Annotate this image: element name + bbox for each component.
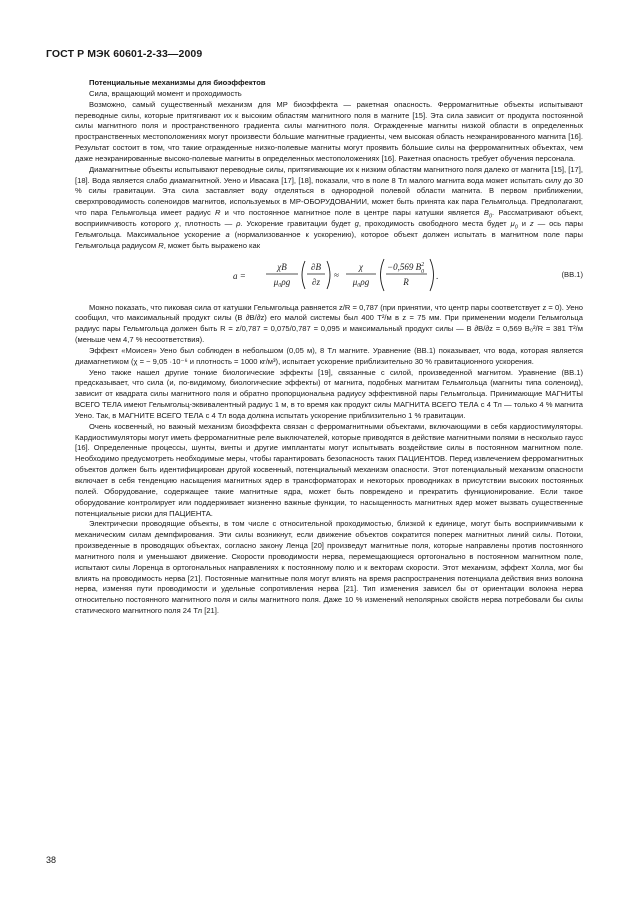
document-header: ГОСТ Р МЭК 60601-2-33—2009	[46, 48, 203, 60]
p2-text-3: . Рассматривают объект, восприимчивость которого	[75, 208, 583, 228]
symbol-R: R	[214, 208, 221, 218]
eq-paren-right-1	[327, 261, 330, 289]
paragraph-1: Возможно, самый существенный механизм для МР биоэффекта — ракетная опасность. Ферромагнитные объекты испытывают переводные силы, которые притягивают их к высоким областям магнитного поля в магните [15]. Эта сила зависит от продукта постоянной силы магнитного поля и пространственного градиента силы магнитного поля. Огражденные магниты низкой области в определенных пространственных местоположениях могут произвести бо́льшие магнитные градиенты, чем высокая область неэкранированного магнита [16]. Результат состоит в том, что такие огражденные низко-полевые магниты могут проявить бо́льшие силы на ферромагнитных объектах, чем даже неэкранированные высоко-полевые магниты в определенных местоположениях [16]. Ракетная опасность требует обучения персонала.	[75, 99, 583, 163]
eq-paren-left-1	[302, 261, 305, 289]
p2-text-7: — ось пары Гельмгольца. Максимальное ускорение	[75, 218, 583, 239]
p2-text-6: , проходимость свободного места будет	[358, 218, 507, 228]
p2-text-1: Диамагнитные объекты испытывают переводные силы, притягивающие их к низким областям магнитного поля далеко от магнита [15], [17], [18]. Вода является слабо диамагнитной. Уено и Ивасака [17], [18], показали, что в поле 8 Тл малого магнита вода может испытать силу до 30 % силы гравитации. Эта сила заставляет воду отделяться в однородной полевой области магнита. В первом приближении, сверхпроводимость соленоидов магнитов, используемых в МР-ОБОРУДОВАНИИ, может быть принята как пара Гельмгольца. Предполагают, что пара Гельмгольца имеет радиус	[75, 164, 583, 218]
symbol-a: a	[225, 229, 230, 239]
p2-text-4: , плотность —	[178, 218, 233, 228]
eq-approx: ≈	[334, 269, 339, 280]
p2-text-2: и что постоянное магнитное поле в центре пары катушки является	[224, 208, 480, 218]
page-number: 38	[46, 855, 57, 865]
paragraph-2	[75, 165, 583, 252]
equation-number: (ВВ.1)	[561, 269, 583, 279]
eq-frac3-den: μ₀ρg	[352, 276, 370, 287]
p2-text-5: . Ускорение гравитации будет	[240, 218, 351, 228]
eq-frac1-num: χB	[277, 261, 287, 272]
symbol-rho: ρ	[236, 218, 241, 228]
symbol-mu0: $\mu_0$	[510, 218, 518, 231]
p2-and: и	[521, 218, 526, 228]
eq-paren-left-2	[381, 259, 385, 291]
eq-frac1-den: μ₀ρg	[273, 276, 291, 287]
paragraph-7: Электрически проводящие объекты, в том числе с относительной проходимостью, близкой к единице, могут быть восприимчивыми к механическим силам демпфирования. Эти силы возникнут, если движение объектов сократится поперек магнитных линий силы. Потоки, произведенные в проводящих объектах, согласно закону Ленца [20] произведут магнитные поля, которые направлены против постоянного магнитного поля и уменьшают движение. Скорости проводимости нерва, перемещающиеся ортогонально в постоянном магнитном поле, испытают силы Лоренца в ортогональных направлениях к постоянному полю и к векторам скорости. Этот механизм, эффект Холла, мог бы влиять на проводимость нерва [21]. Постоянные магнитные поля могут влиять на время распространения потенциала действия вниз волокна нерва, изменяя пути проводимости и удельные сопротивления нерва [21]. Тип изменения зависел бы от ориентации волокна нерва относительно постоянного магнитного поля и силы магнитного поля. Даже 10 % изменений неполярных свойств нерва потребовали бы силы статического магнитного поля 24 Тл [21].	[75, 519, 583, 616]
paragraph-5: Уено также нашел другие тонкие биологические эффекты [19], связанные с силой, произведенной магнитом. Уравнение (ВВ.1) предсказывает, что сила (и, по-видимому, биологические эффекты) от магнита, подобных магнитам Гельмгольца (магниты типа соленоид), зависит от квадрата силы магнитного поля и обратно пропорциональна радиусу эффективной пары Гельмгольца. Принимающие МАГНИТЫ ВСЕГО ТЕЛА имеют Гельмгольц-эквивалентный радиус 1 м, в то время как продукт силы МАГНИТА ВСЕГО ТЕЛА с 4 Тл — только 4 % магнита Уено. Так, в МАГНИТЕ ВСЕГО ТЕЛА с 4 Тл вода должна испытать ускорение приблизительно 1 % гравитации.	[75, 367, 583, 420]
symbol-g: g	[354, 218, 359, 228]
symbol-z: z	[529, 218, 534, 228]
eq-frac4-num: −0,569 $B^2$ 0	[387, 261, 425, 275]
eq-frac2-num: ∂B	[311, 261, 321, 272]
paragraph-3: Можно показать, что пиковая сила от катушки Гельмгольца равняется z/R = 0,787 (при принятии, что центр пары соответствует z = 0). Уено сообщил, что максимальный продукт силы (B ∂B/∂z) его малой системы был 400 T²/м в z = 75 мм. При применении модели Гельмгольца радиус пары Гельмгольца должен быть R = z/0,787 = 0,075/0,787 = 0,095 и максимальный продукт силы — B ∂B/∂z = 0,569 B₀²/R = 381 T²/м (меньше чем 4,7 % несоответствия).	[75, 302, 583, 345]
eq-frac4-den: R	[403, 276, 409, 287]
eq-lhs: a =	[233, 270, 246, 281]
formula-block	[75, 256, 583, 296]
p2-text-8: (нормализованное к ускорению), которое объект должен испытать в магнитном поле пары Гельмгольца радиусом	[75, 229, 583, 250]
paragraph-6: Очень косвенный, но важный механизм биоэффекта связан с ферромагнитными объектами, включающими в себя кардиостимуляторы. Кардиостимуляторы могут иметь ферромагнитные реле выключателей, которые приводятся в действие магнитными полями в несколько гаусс [16]. Определенные процессы, шунты, винты и другие имплантаты могут испытывать воздействие силы в постоянном магнитном поле. Необходимо предусмотреть необходимые меры, чтобы гарантировать безопасность таких ПАЦИЕНТОВ. Перед извлечением ферромагнитных объектов должен быть идентифицирован другой косвенный, потенциальный механизм опасности. Этот потенциальный механизм опасности включает в себя тенденцию насыщения магнитных ядер в трансформаторах и некоторых проводниках в присутствии высоких постоянных полей. Оборудование, содержащее такие магнитные ядра, может быть повреждено и прекратить функционирование. Если такое оборудование контролирует или поддерживает жизненно важные функции, то насыщенность магнитных ядер может вызвать существенные потенциальные риски для ПАЦИЕНТА.	[75, 421, 583, 518]
p2-text-9: , может быть выражено как	[163, 240, 261, 250]
equation-bb1	[225, 256, 485, 296]
eq-frac3-num: χ	[359, 261, 363, 272]
eq-frac2-den: ∂z	[312, 276, 320, 287]
symbol-chi: χ	[174, 218, 179, 228]
symbol-B0: $B_0$	[483, 208, 492, 220]
page-body	[75, 78, 583, 617]
section-subheading: Сила, вращающий момент и проходимость	[89, 88, 242, 98]
eq-paren-right-2	[430, 259, 434, 291]
eq-tail: .	[436, 270, 439, 281]
paragraph-4: Эффект «Моисея» Уено был соблюден в небольшом (0,05 м), 8 Тл магните. Уравнение (ВВ.1) показывает, что вода, которая является диамагнетиком (χ = − 9,05 ·10⁻⁶ и плотность = 1000 кг/м³), испытает ускорение приблизительно 30 % гравитационного ускорения.	[75, 345, 583, 366]
symbol-R-2: R	[158, 240, 164, 250]
section-heading: Потенциальные механизмы для биоэффектов	[89, 78, 266, 87]
